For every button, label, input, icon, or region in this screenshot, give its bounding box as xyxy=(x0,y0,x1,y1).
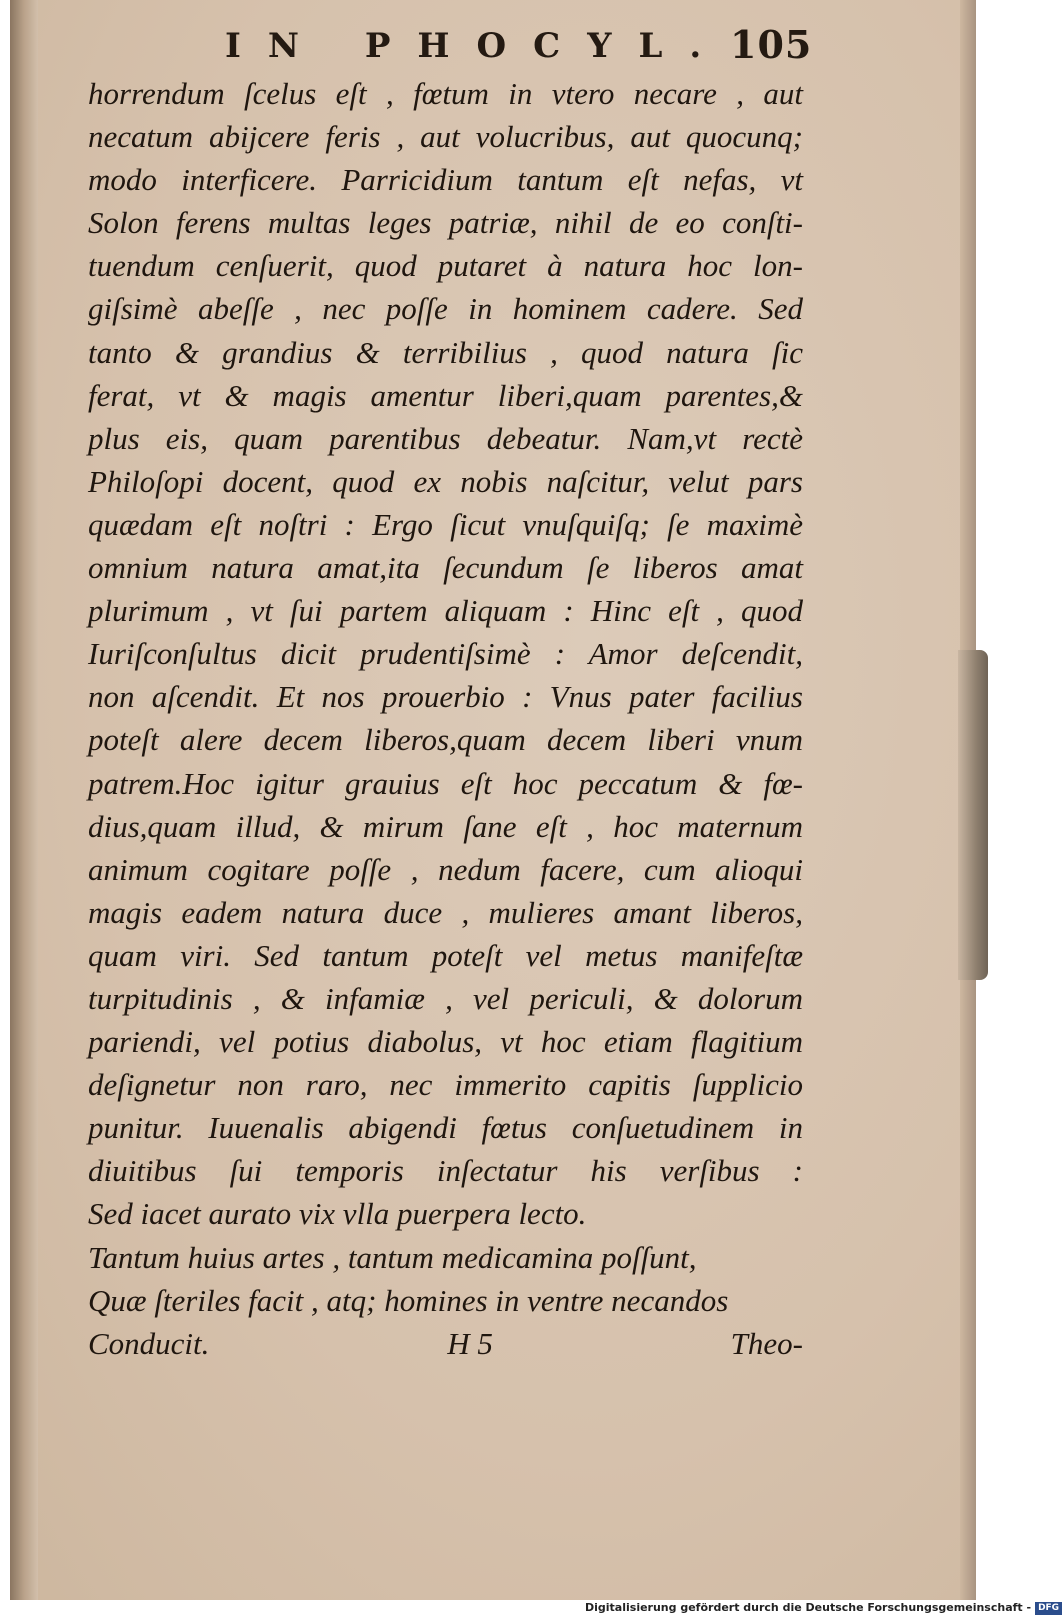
text-line: Philoſopi docent, quod ex nobis naſcitur, velut pars xyxy=(88,463,803,499)
verse-line: Tantum huius artes , tantum medicamina poſſunt, xyxy=(88,1239,697,1275)
digitization-credit xyxy=(585,1599,1062,1617)
text-line: dius,quam illud, & mirum ſane eſt , hoc maternum xyxy=(88,808,803,844)
catchword: Theo- xyxy=(730,1325,803,1361)
text-line: turpitudinis , & infamiæ , vel periculi, & dolorum xyxy=(88,980,803,1016)
page-number: 105 xyxy=(730,22,813,67)
text-line: quædam eſt noſtri : Ergo ſicut vnuſquiſq; ſe maximè xyxy=(88,506,803,542)
text-line: tanto & grandius & terribilius , quod natura ſic xyxy=(88,334,803,370)
verse-line: Sed iacet aurato vix vlla puerpera lecto. xyxy=(88,1196,587,1232)
verse-line: Quæ ſteriles facit , atq; homines in ventre necandos xyxy=(88,1282,729,1318)
text-line: punitur. Iuuenalis abigendi fœtus conſuetudinem in xyxy=(88,1110,803,1146)
text-line: horrendum ſcelus eſt , fœtum in vtero necare , aut xyxy=(88,76,803,111)
text-line: necatum abijcere feris , aut volucribus, aut quocunq; xyxy=(88,119,803,155)
text-line: deſignetur non raro, nec immerito capitis ſupplicio xyxy=(88,1067,803,1103)
text-line: omnium natura amat,ita ſecundum ſe liberos amat xyxy=(88,550,803,586)
text-line: magis eadem natura duce , mulieres amant liberos, xyxy=(88,894,803,930)
page-header xyxy=(225,22,813,72)
credit-text: Digitalisierung gefördert durch die Deutsche Forschungsgemeinschaft - xyxy=(585,1601,1032,1614)
text-line: patrem.Hoc igitur grauius eſt hoc peccatum & fœ- xyxy=(88,765,803,801)
text-line: plurimum , vt ſui partem aliquam : Hinc eſt , quod xyxy=(88,593,803,629)
text-line: ferat, vt & magis amentur liberi,quam parentes,& xyxy=(88,377,803,413)
text-line: plus eis, quam parentibus debeatur. Nam,vt rectè xyxy=(88,420,803,456)
text-line: Solon ferens multas leges patriæ, nihil de eo conſti- xyxy=(88,205,803,241)
text-line: non aſcendit. Et nos prouerbio : Vnus pater facilius xyxy=(88,679,803,715)
book-clasp xyxy=(958,650,988,980)
text-line: poteſt alere decem liberos,quam decem liberi vnum xyxy=(88,722,803,758)
running-head: IN PHOCYL. xyxy=(225,26,729,66)
binding-edge xyxy=(10,0,38,1600)
text-line: animum cogitare poſſe , nedum facere, cum alioqui xyxy=(88,851,803,887)
text-line: giſsimè abeſſe , nec poſſe in hominem cadere. Sed xyxy=(88,291,803,327)
text-line: tuendum cenſuerit, quod putaret à natura hoc lon- xyxy=(88,248,803,284)
text-line: pariendi, vel potius diabolus, vt hoc etiam flagitium xyxy=(88,1024,803,1060)
text-line: diuitibus ſui temporis inſectatur his verſibus : xyxy=(88,1153,803,1189)
dfg-logo: DFG xyxy=(1035,1602,1062,1615)
text-line: Iuriſconſultus dicit prudentiſsimè : Amor deſcendit, xyxy=(88,636,803,672)
book-page xyxy=(10,0,970,1600)
final-line xyxy=(88,1322,803,1365)
final-verse-word: Conducit. xyxy=(88,1325,210,1361)
signature-mark: H 5 xyxy=(447,1325,493,1361)
text-line: modo interficere. Parricidium tantum eſt nefas, vt xyxy=(88,162,803,198)
text-line: quam viri. Sed tantum poteſt vel metus manifeſtæ xyxy=(88,937,803,973)
body-text xyxy=(88,72,803,1365)
